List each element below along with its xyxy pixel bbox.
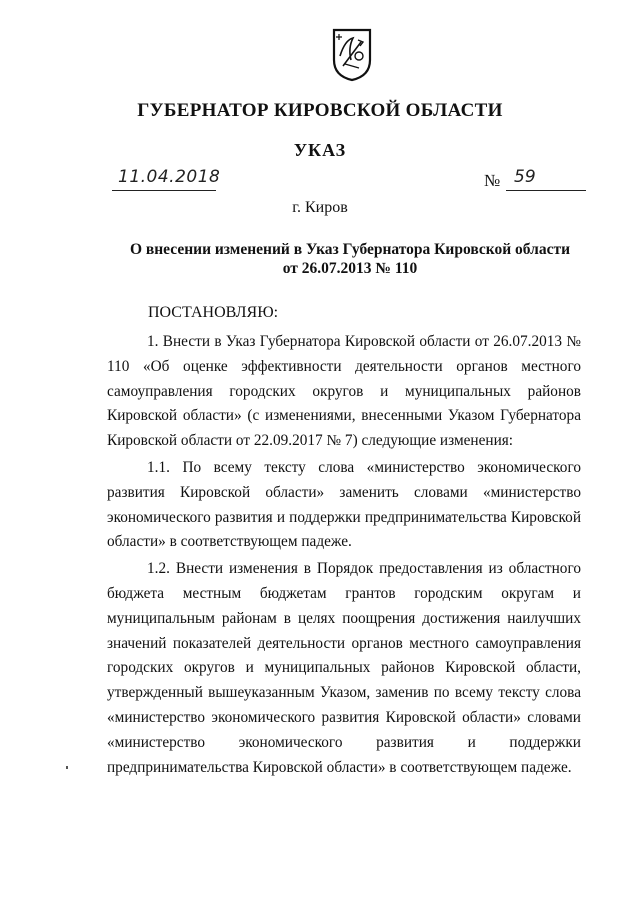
scan-speck	[66, 766, 68, 769]
document-body	[107, 330, 581, 780]
document-subject	[60, 240, 640, 278]
document-number: 59	[514, 167, 536, 187]
paragraph-1: 1. Внести в Указ Губернатора Кировской области от 26.07.2013 № 110 «Об оценке эффективности деятельности органов местного самоуправления городских округов и муниципальных районов Кировской области» (с изменениями, внесенными Указом Губернатора Кировской области от 22.09.2017 № 7) следующие изменения:	[107, 333, 581, 450]
paragraph-1-2: 1.2. Внести изменения в Порядок предоставления из областного бюджета местным бюджетам грантов городским округам и муниципальным районам в целях поощрения достижения наилучших значений показателей деятельности органов местного самоуправления городских округов и муниципальных районов Кировской области, утвержденный вышеуказанным Указом, заменив по всему тексту слова «министерство экономического развития Кировской области» словами «министерство экономического развития и поддержки предпринимательства Кировской области» в соответствующем падеже.	[107, 560, 581, 776]
decree-word: ПОСТАНОВЛЯЮ:	[148, 304, 279, 321]
document-date: 11.04.2018	[118, 167, 221, 187]
paragraph-1-1: 1.1. По всему тексту слова «министерство экономического развития Кировской области» заменить словами «министерство экономического развития и поддержки предпринимательства Кировской области» в соответствующем падеже.	[107, 458, 581, 551]
number-label: №	[484, 171, 501, 190]
issuing-authority: ГУБЕРНАТОР КИРОВСКОЙ ОБЛАСТИ	[137, 100, 503, 121]
subject-line-2: от 26.07.2013 № 110	[282, 260, 418, 277]
coat-of-arms-icon	[331, 26, 373, 82]
document-type: УКАЗ	[293, 140, 347, 160]
city: г. Киров	[292, 199, 348, 216]
subject-line-1: О внесении изменений в Указ Губернатора Кировской области	[129, 241, 571, 258]
